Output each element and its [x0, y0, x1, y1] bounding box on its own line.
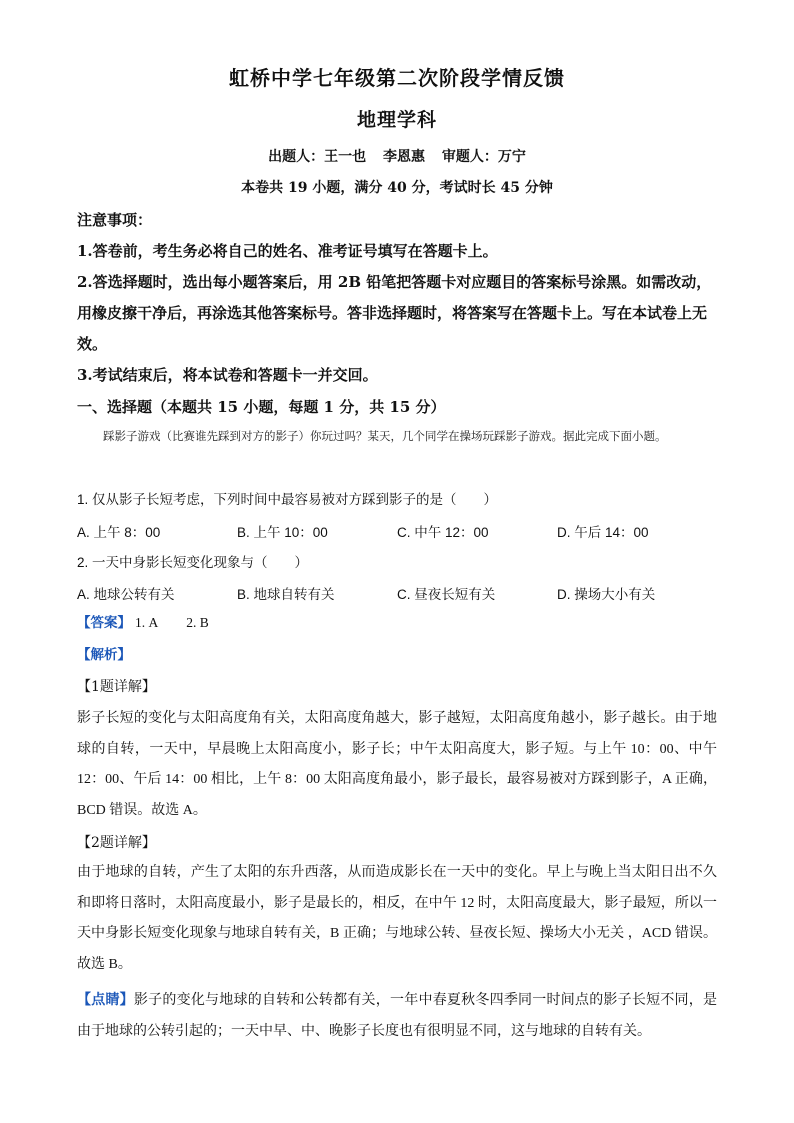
author-secondary: 李恩惠	[383, 149, 425, 165]
question-1-options	[77, 521, 717, 541]
option-a: A. 地球公转有关	[77, 587, 175, 602]
dianjing-text: 影子的变化与地球的自转和公转都有关，一年中春夏秋冬四季同一时间点的影子长短不同，是由于地球的公转引起的；一天中早、中、晚影子长度也有很明显不同，这与地球的自转有关。	[77, 993, 718, 1039]
dianjing-label: 【点睛】	[77, 993, 134, 1008]
notice-item-2: 2.答选择题时，选出每小题答案后，用 2B 铅笔把答题卡对应题目的答案标号涂黑。如需改动，用橡皮擦干净后，再涂选其他答案标号。答非选择题时，将答案写在答题卡上。写在本试卷上无效。	[77, 273, 712, 353]
notice-item-3: 3.考试结束后，将本试卷和答题卡一并交回。	[77, 366, 378, 384]
section-heading: 一、选择题（本题共 15 小题，每题 1 分，共 15 分）	[77, 398, 446, 416]
option-c: C. 昼夜长短有关	[397, 587, 496, 602]
detail-1-text: 影子长短的变化与太阳高度角有关，太阳高度角越大，影子越短，太阳高度角越小，影子越长。由于地球的自转，一天中，早晨晚上太阳高度小，影子长；中午太阳高度大，影子短。与上午 10：00、中午 12：00、午后 14：00 相比，上午 8：00 太阳高度角最小，影子最长，最容易被对方踩到影子，A 正确，BCD 错误。故选 A。	[77, 711, 717, 818]
exam-meta: 本卷共 19 小题，满分 40 分，考试时长 45 分钟	[241, 180, 553, 196]
detail-1-heading: 【1题详解】	[77, 679, 156, 695]
subject-title: 地理学科	[356, 109, 437, 131]
question-2-options	[77, 583, 717, 603]
question-2-stem: 2. 一天中身影长短变化现象与（ ）	[77, 555, 309, 570]
option-a: A. 上午 8：00	[77, 525, 161, 540]
analysis-label-text: 【解析】	[77, 647, 131, 663]
reviewer: 审题人：万宁	[441, 149, 526, 165]
author-primary: 出题人：王一也	[268, 149, 367, 165]
option-b: B. 地球自转有关	[237, 587, 335, 602]
detail-2-heading: 【2题详解】	[77, 835, 156, 851]
answer-row	[77, 613, 717, 633]
option-d: D. 操场大小有关	[557, 587, 656, 602]
option-c: C. 中午 12：00	[397, 525, 489, 540]
notice-heading: 注意事项：	[77, 211, 153, 229]
answer-label: 【答案】	[77, 615, 131, 630]
question-1-stem: 1. 仅从影子长短考虑，下列时间中最容易被对方踩到影子的是（ ）	[77, 492, 498, 507]
reading-passage: 踩影子游戏（比赛谁先踩到对方的影子）你玩过吗？某天，几个同学在操场玩踩影子游戏。据此完成下面小题。	[103, 429, 667, 443]
dianjing-block	[77, 986, 717, 1047]
notice-item-1: 1.答卷前，考生务必将自己的姓名、准考证号填写在答题卡上。	[77, 242, 498, 260]
authors-line	[0, 146, 794, 166]
option-b: B. 上午 10：00	[237, 525, 328, 540]
option-d: D. 午后 14：00	[557, 525, 649, 540]
page-title: 虹桥中学七年级第二次阶段学情反馈	[229, 66, 565, 90]
detail-2-text: 由于地球的自转，产生了太阳的东升西落，从而造成影长在一天中的变化。早上与晚上当太阳日出不久和即将日落时，太阳高度最小，影子是最长的，相反，在中午 12 时，太阳高度最大，影子最短，所以一天中身影长短变化现象与地球自转有关，B 正确；与地球公转、昼夜长短、操场大小无关 ，ACD 错误。故选 B。	[77, 865, 717, 972]
answer-2: 2. B	[186, 615, 209, 630]
answer-1: 1. A	[135, 615, 159, 630]
analysis-label	[77, 645, 717, 665]
